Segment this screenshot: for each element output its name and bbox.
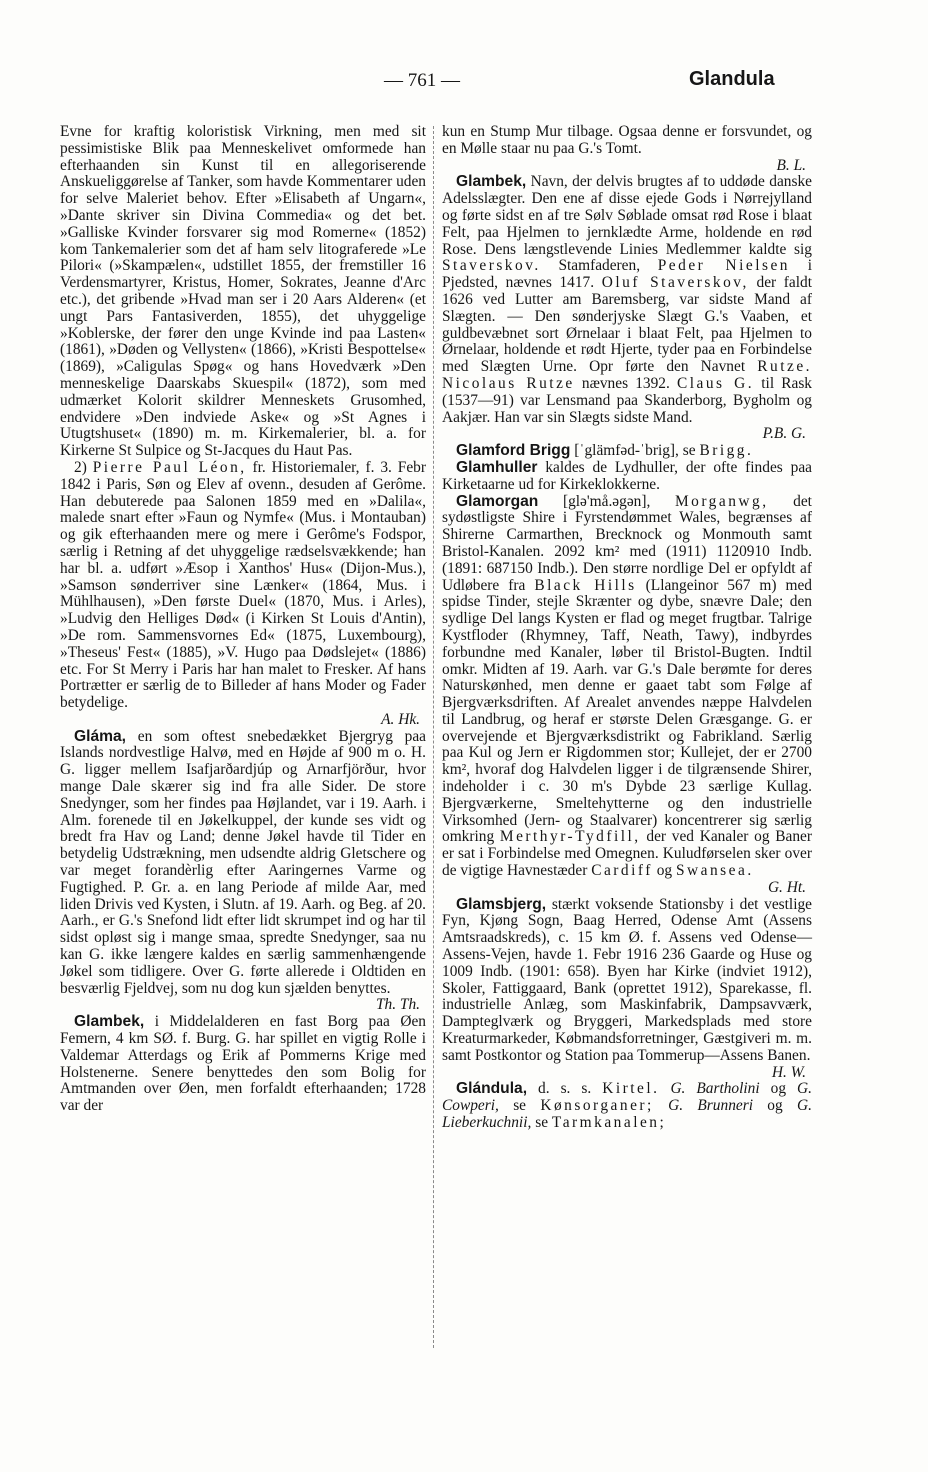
headword: Glamsbjerg, xyxy=(456,895,547,913)
entry-text: i Middelalderen en fast Borg paa Øen Femern, 4 km SØ. f. Burg. G. har spillet en vigtig Rolle i Valdemar Atterdags og Erik af Pommerns Krige med Holstenerne. Senere benyttedes den som Bolig for Amtmanden over Øen, men forfaldt efterhaanden; 1728 var der xyxy=(60,1013,426,1115)
entry-continuation: kun en Stump Mur tilbage. Ogsaa denne er forsvundet, og en Mølle staar nu paa G.'s Tomt. B. L. xyxy=(442,123,812,174)
running-head-title: Glandula xyxy=(689,68,775,90)
person-name: Pierre Paul Léon, xyxy=(92,458,247,476)
entry-text: en som oftest snebedækket Bjergryg paa Islands nordvestlige Halvø, med en Højde af 900 m o. H. G. ligger mellem Isafjarðardjúp og Arnarfjörður, hvor mange Dale skærer sig ind fra alle Sider. De store Snedynger, som her findes paa Højlandet, var i 19. Aarh. i Alm. forenede til en Jøkelkuppel, der kunde ses vidt og bredt fra Hav og Land; denne Jøkel havde til Tider en betydelig Udstrækning, men udsendte aldrig Gletschere og var meget forandèrlig efter Aaringernes Varme og Fugtighed. P. Gr. a. en lang Periode af milde Aar, med liden Drivis ved Kysten, i Slutn. af 19. Aarh. og Beg. af 20. Aarh., er G.'s Snefond lidt efter lidt skrumpet ind og har til sidst opløst sig i mange smaa, spredte Snedynger, saa nu kan G. ikke længere kaldes en særlig sammenhængende Jøkel som tidligere. Over G. førte allerede i Oldtiden en besværlig Fjeldvej, som nu dog kun sjælden benyttes. xyxy=(60,727,426,997)
headword: Glamford Brigg xyxy=(456,442,571,460)
author-signature: P.B. G. xyxy=(762,425,806,443)
column-divider xyxy=(433,126,434,1348)
entry-text: fr. Historiemaler, f. 3. Febr 1842 i Paris, Søn og Elev af ovenn., desuden af Gerôme. Han debuterede paa Salonen 1859 med en »Dalila«, malede snart efter »Faun og Nymfe« (Mus. i Montauban) og gik efterhaanden mere og mere i Gerôme's Fodspor, særlig i Retning af det uhyggelige rædselsvækkende; han har bl. a. udført »Æsop i Xanthos' Hus« (Dijon-Mus.), »Samson sønderriver sine Lænker« (1864, Mus. i Mühlhausen), »Den første Duel« (1870, Mus. i Arles), »Ludvig den Helliges Død« (i Kirken St Louis d'Antin), »De rom. Sammensvornes Ed« (1875, Luxembourg), »Theseus' Fest« (1885), »V. Hugo paa Dødslejet« (1886) etc. For St Merry i Paris har han malet to Fresker. Af hans Portrætter er særlig de to Billeder af hans Moder og Fader betydelige. xyxy=(60,458,426,712)
headword: Glamhuller xyxy=(456,458,538,476)
entry-continuation: Evne for kraftig koloristisk Virkning, men med sit pessimistiske Blik paa Menneskelivet omformede han efterhaanden sin Kunst til en allegoriserende Anskueliggørelse af Tanker, som havde Kommentarer uden for selve Maleriet behov. Efter »Elisabeth af Ungarn«, »Dante skriver sin Divina Commedia« og det bet. »Galliske Kvinder forsvarer sig mod Romerne« (1852) kom Tankemalerier som det af ham selv litograferede »Le Pilori« (»Skampælen«, udstillet 1855, der fremstiller 16 Verdensmartyrer, Kristus, Homer, Sokrates, Jeanne d'Arc etc.), det gribende »Hvad man ser i 20 Aars Alderen« (et ungt Pars Fantasiverden, 1855), det uhyggelige »Koblerske, der fører den unge Kvinde ind paa Lasten« (1861), »Døden og Vellysten« (1866), »Kristi Bespottelse« (1869), »Caligulas Spøg« og hans Hovedværk »Den menneskelige Daarskabs Skuespil« (1872), som med udmærket Kolorit skildrer Menneskets Grusomhed, endvidere »Den indviede Aske« og »St Agnes i Utugtshuset« (1890) m. m. Kirkemalerier, bl. a. for Kirkerne St Sulpice og St-Jacques du Haut Pas. xyxy=(60,123,426,460)
headword: Glambek, xyxy=(74,1013,145,1031)
entry-glama xyxy=(60,729,426,1015)
entry-glambek-borg xyxy=(60,1014,426,1115)
entry-number: 2) xyxy=(74,458,87,476)
cross-reference: Brigg. xyxy=(699,442,754,460)
left-column xyxy=(60,124,426,1115)
author-signature: G. Ht. xyxy=(767,878,806,896)
running-head xyxy=(0,70,928,100)
author-signature: Th. Th. xyxy=(375,996,420,1014)
author-signature: A. Hk. xyxy=(381,710,420,728)
page-number: — 761 — xyxy=(384,70,460,91)
author-signature: H. W. xyxy=(771,1063,806,1081)
entry-glambek-slaegt: Glambek, Navn, der delvis brugtes af to uddøde danske Adelsslægter. Den ene af disse ejede Gods i Nørrejylland og førte sidst en af tre Sølv Søblade omsat rød Rose i blaat Felt, paa Hjelmen to jernklædte Arme, holdende en rød Rose. Dens længstlevende Linies Medlemmer kaldte sig Staverskov. Stamfaderen, Peder Nielsen i Pjedsted, nævnes 1417. Oluf Staverskov, der faldt 1626 ved Lutter am Baremsberg, var sidste Mand af Slægten. — Den sønderjyske Slægt G.'s Vaaben, et guldbevæbnet sort Ørnelaar i blaat Felt, paa Hjelmen to Ørnelaar, holdende et rødt Hjerte, tyder paa en Forbindelse med Slægten Urne. Opr førte den Navnet Rutze. Nicolaus Rutze nævnes 1392. Claus G. til Rask (1537—91) var Lensmand paa Skanderborg, Bygholm og Aakjær. Han var sin Slægts sidste Mand. P.B. G. xyxy=(442,173,813,443)
headword: Gláma, xyxy=(74,727,127,745)
entry-glamford-brigg: Glamford Brigg [ˈglämfəd-ˈbrig], se Brigg. xyxy=(456,442,754,460)
entry-glandula: Glándula, d. s. s. Kirtel. G. Bartholini og G. Cowperi, se Kønsorganer; G. Brunneri og G. Lieberkuchnii, se Tarmkanalen; xyxy=(442,1080,812,1132)
headword: Glambek, xyxy=(456,173,527,191)
entry-glamorgan: Glamorgan [glə'må.əgən], Morganwg, det sydøstligste Shire i Fyrstendømmet Wales, begrænses af Shirerne Carmarthen, Brecknock og Monmouth samt Bristol-Kanalen. 2092 km² med (1911) 1120910 Indb. (1891: 687150 Indb.). Den større nordlige Del er opfyldt af Udløbere fra Black Hills (Llangeinor 567 m) med spidse Tinder, stejle Skrænter og dybe, snævre Dale; den sydlige Del langs Kysten er flad og meget frugtbar. Talrige Kystfloder (Rhymney, Taff, Neath, Tawy), indbyrdes forbundne med Kanaler, løber til Bristol-Bugten. Indtil omkr. Midten af 19. Aarh. var G.'s Dale berømte for deres Naturskønhed, men denne er gaaet tabt som Følge af Bjergværksdriften. Af Arealet anvendes næppe Halvdelen til Landbrug, og heraf er største Delen Græsgange. G. er overvejende et Bjergværksdistrikt og Fabrikland. Særlig paa Kul og Jern er Rigdommen stor; Kullejet, der er 2700 km², hvoraf dog Halvdelen ligger i de tilgrænsende Shirer, indeholder i c. 30 m's Dybde 23 særlige Kullag. Bjergværkerne, Smeltehytterne og den industrielle Virksomhed (Jern- og Staalvarer) koncentrerer sig særlig omkring Merthyr-Tydfill, der ved Kanaler og Baner er sat i Forbindelse med Omegnen. Kuludførselen sker over de vigtige Havnestæder Cardiff og Swansea. G. Ht. xyxy=(442,492,813,896)
entry-glamsbjerg: Glamsbjerg, stærkt voksende Stationsby i det vestlige Fyn, Kjøng Sogn, Baag Herred, Odense Amt (Assens Amtsraadskreds), c. 15 km Ø. f. Assens ved Odense—Assens-Vejen, havde 1. Febr 1916 236 Gaarde og Huse og 1009 Indb. (1901: 658). Byen har Kirke (indviet 1912), Skoler, Fattiggaard, Bank (oprettet 1912), Sparekasse, fl. industrielle Anlæg, som Maskinfabrik, Dampsavværk, Dampteglværk og Bryggeri, Markedsplads med store Kreaturmarkeder, Købmandsforretninger, Gæstgiveri m. m. samt Postkontor og Station paa Tommerup—Assens Banen. H. W. xyxy=(442,895,812,1081)
author-signature: B. L. xyxy=(776,156,806,174)
right-column xyxy=(442,124,812,1132)
entry-pierre-paul-leon xyxy=(60,460,426,729)
entry-glamhuller: Glamhuller kaldes de Lydhuller, der ofte findes paa Kirketaarne ud for Kirkeklokkerne. xyxy=(442,458,812,493)
headword: Glamorgan xyxy=(456,492,539,510)
headword: Glándula, xyxy=(456,1080,528,1098)
